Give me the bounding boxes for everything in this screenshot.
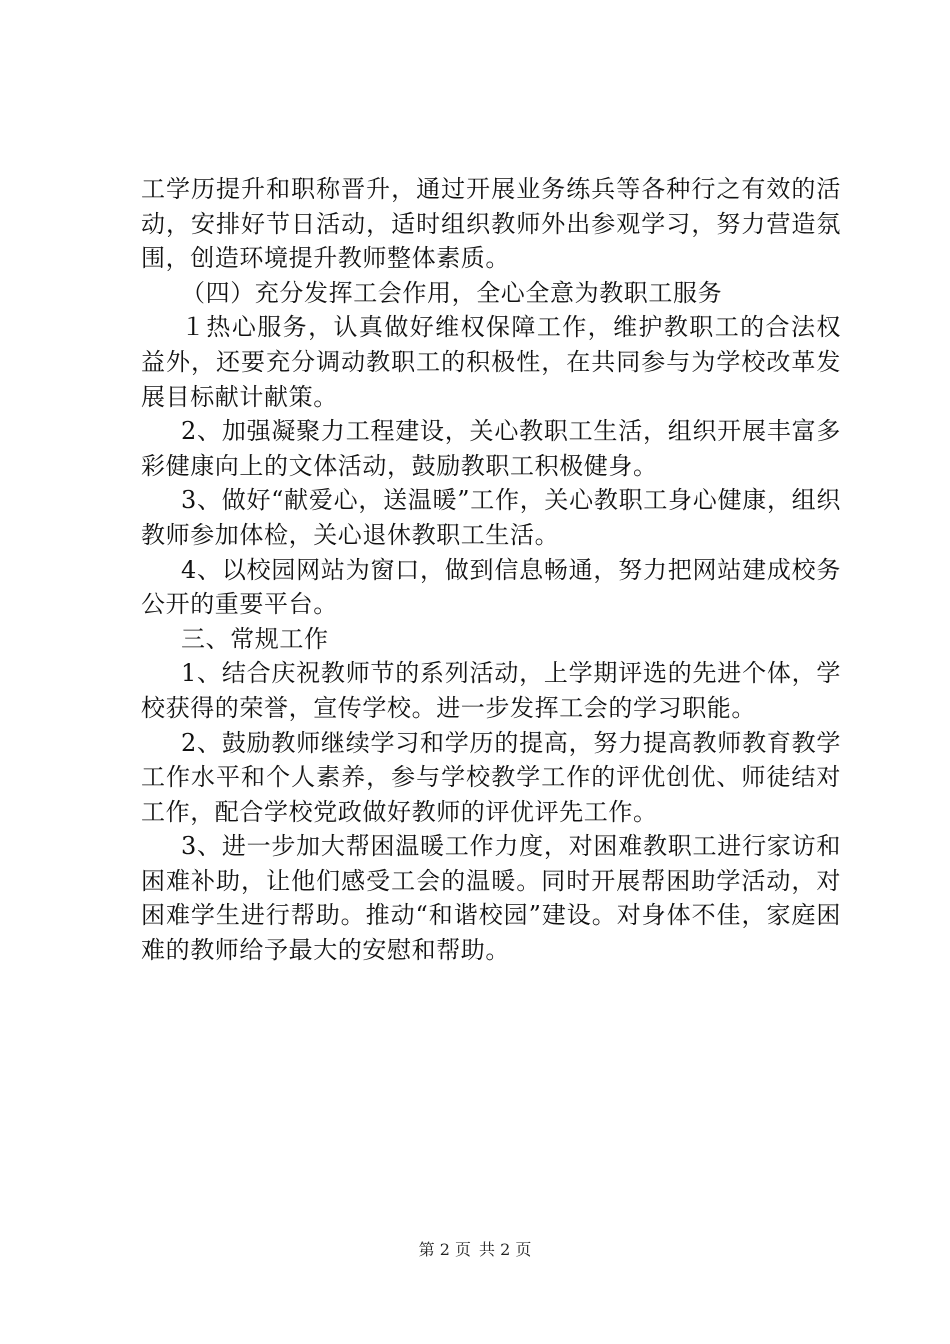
- paragraph-item-1: １热心服务，认真做好维权保障工作，维护教职工的合法权益外，还要充分调动教职工的积极性，在共同参与为学校改革发展目标献计献策。: [141, 313, 841, 411]
- paragraph-item-4: 4、以校园网站为窗口，做到信息畅通，努力把网站建成校务公开的重要平台。: [141, 555, 841, 619]
- paragraph-continuation: 工学历提升和职称晋升，通过开展业务练兵等各种行之有效的活动，安排好节日活动，适时组织教师外出参观学习，努力营造氛围，创造环境提升教师整体素质。: [141, 175, 841, 273]
- page-number: 第 2 页: [418, 1240, 471, 1259]
- page-total: 共 2 页: [479, 1240, 532, 1259]
- paragraph-item-2: 2、加强凝聚力工程建设，关心教职工生活，组织开展丰富多彩健康向上的文体活动，鼓励教职工积极健身。: [141, 417, 841, 480]
- routine-item-2: 2、鼓励教师继续学习和学历的提高，努力提高教师教育教学工作水平和个人素养，参与学校教学工作的评优创优、师徒结对工作，配合学校党政做好教师的评优评先工作。: [141, 728, 841, 826]
- document-body: [141, 172, 841, 968]
- routine-item-3: 3、进一步加大帮困温暖工作力度，对困难教职工进行家访和困难补助，让他们感受工会的温暖。同时开展帮困助学活动，对困难学生进行帮助。推动“和谐校园”建设。对身体不佳，家庭困难的教师给予最大的安慰和帮助。: [141, 832, 841, 965]
- section-heading-three: 三、常规工作: [181, 624, 329, 653]
- section-heading-four: （四）充分发挥工会作用，全心全意为教职工服务: [181, 278, 723, 307]
- page-footer: [0, 1240, 950, 1260]
- paragraph-item-3: 3、做好“献爱心，送温暖”工作，关心教职工身心健康，组织教师参加体检，关心退休教职工生活。: [141, 486, 841, 549]
- routine-item-1: 1、结合庆祝教师节的系列活动，上学期评选的先进个体，学校获得的荣誉，宣传学校。进一步发挥工会的学习职能。: [141, 659, 841, 722]
